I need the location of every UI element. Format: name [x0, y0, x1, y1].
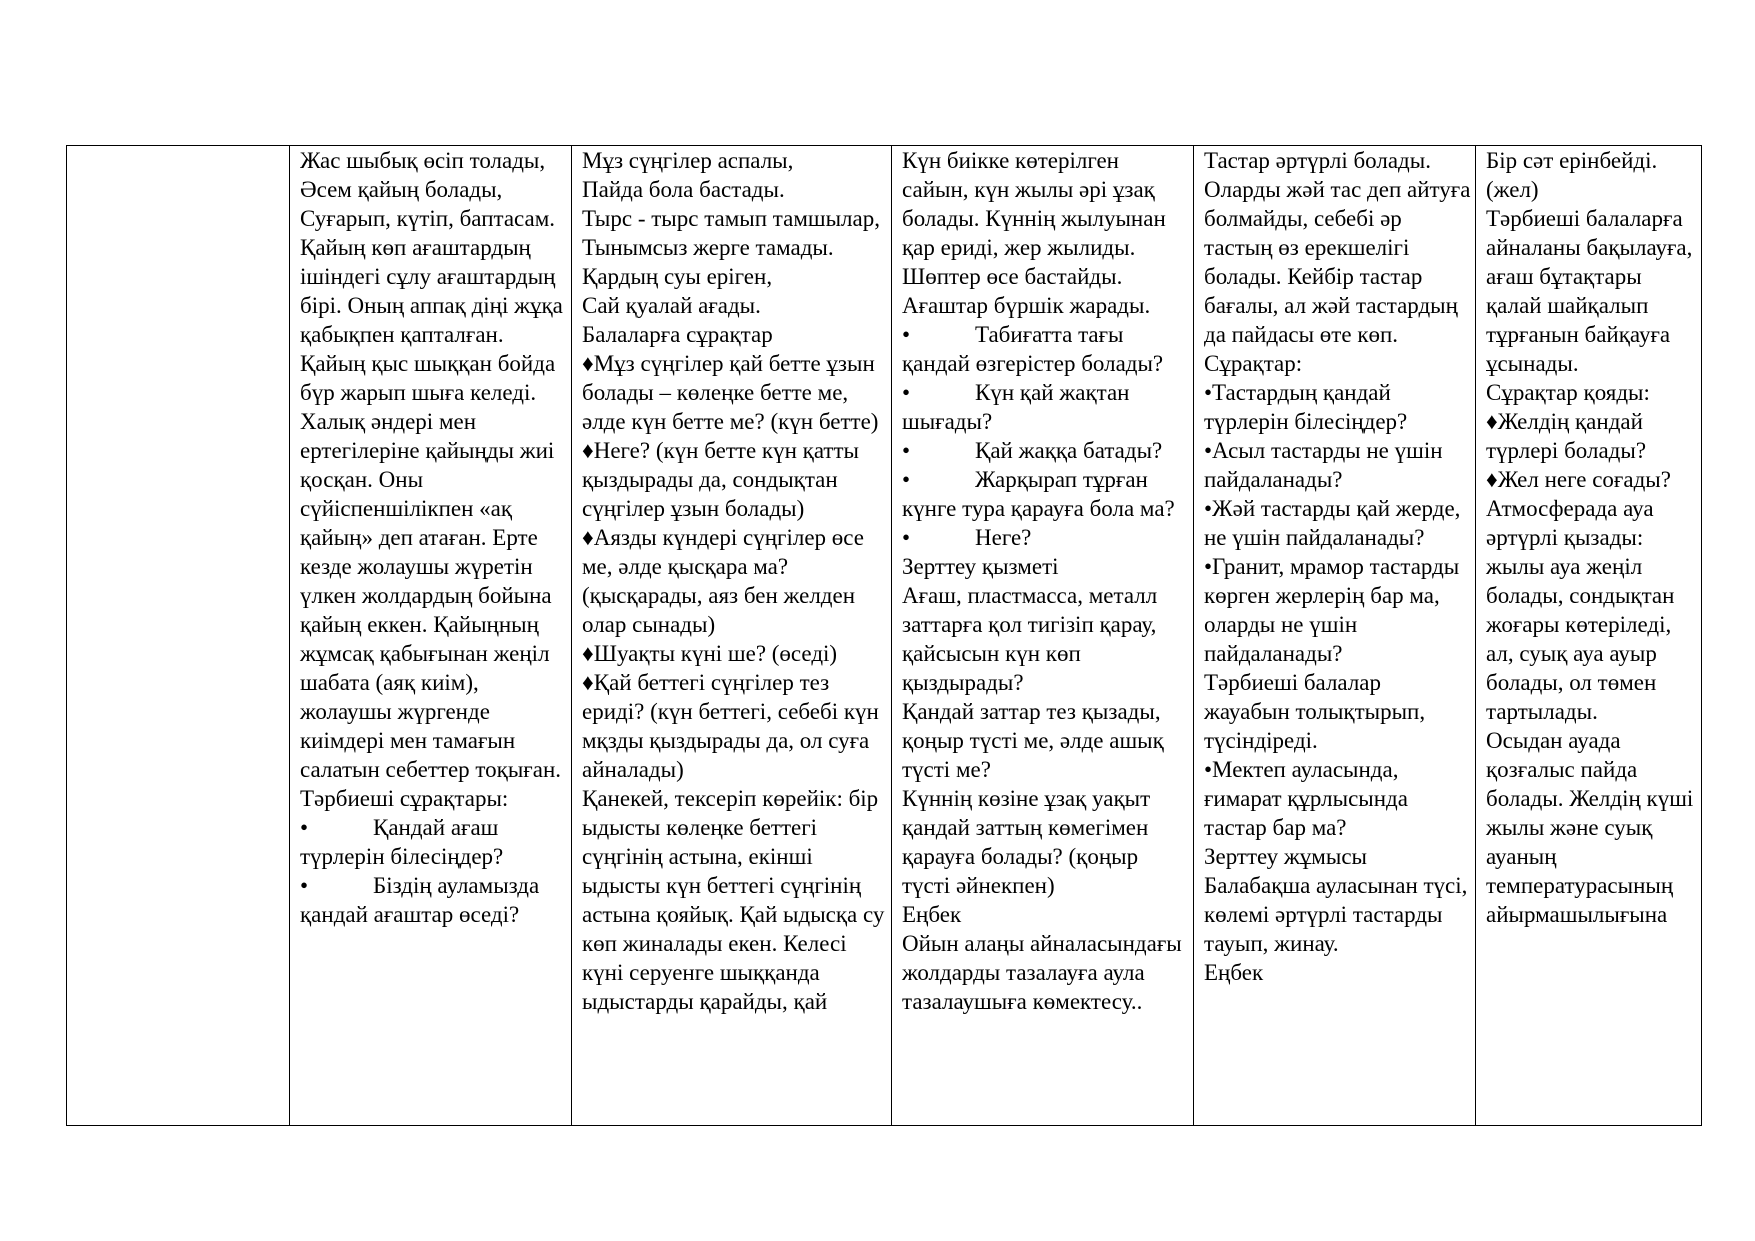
text-paragraph: Күннің көзіне ұзақ уақыт қандай заттың көмегімен қарауға болады? (қоңыр түсті әйнекпен) [902, 786, 1156, 898]
bullet-marker: • [300, 873, 309, 898]
bullet-item [902, 465, 1189, 523]
column-sun [892, 146, 1194, 1126]
text-paragraph: Тәрбиеші балалар жауабын толықтырып, түсіндіреді. [1204, 670, 1431, 753]
text-paragraph: Әсем қайың болады, [300, 177, 503, 202]
bullet-item [902, 436, 1189, 465]
text-paragraph: •Жәй тастарды қай жерде, не үшін пайдаланады? [1204, 496, 1467, 550]
text-paragraph: Қайың көп ағаштардың ішіндегі сұлу ағаштардың бірі. Оның аппақ діңі жұқа қабықпен қапталған. Қайың қыс шыққан бойда бүр жарып шыға келеді. Халық әндері мен ертегілеріне қайыңды жиі қосқан. Оны сүйіспеншілікпен «ақ қайың» деп атаған. Ерте кезде жолаушы жүретін үлкен жолдардың бойына қайың еккен. Қайыңның жұмсақ қабығынан жеңіл шабата (аяқ киім), жолаушы жүргенде киімдері мен тамағын салатын себеттер тоқыған. [300, 235, 569, 782]
bullet-item [902, 320, 1189, 378]
bullet-text: Қай жаққа батады? [975, 438, 1163, 463]
text-paragraph: Қандай заттар тез қызады, қоңыр түсті ме, әлде ашық түсті ме? [902, 699, 1170, 782]
text-paragraph: Күн биікке көтерілген сайын, күн жылы әрі ұзақ болады. Күннің жылуынан қар ериді, жер жылиды. Шөптер өсе бастайды. Ағаштар бүршік жарады. [902, 148, 1172, 318]
text-paragraph: Зерттеу қызметі [902, 554, 1059, 579]
text-paragraph: Тырс - тырс тамып тамшылар, [582, 206, 880, 231]
bullet-item [902, 523, 1189, 552]
text-paragraph: ♦Желдің қандай түрлері болады? [1486, 409, 1649, 463]
text-paragraph: ♦Неге? (күн бетте күн қатты қыздырады да, сондықтан сүңгілер ұзын болады) [582, 438, 865, 521]
text-paragraph: Еңбек [902, 902, 962, 927]
text-paragraph: Қанекей, тексеріп көрейік: бір ыдысты көлеңке беттегі сүңгінің астына, екінші ыдысты күн беттегі сүңгінің астына қояйық. Қай ыдысқа су көп жиналады екен. Келесі күні серуенге шыққанда ыдыстарды қарайды, қай [582, 786, 891, 1014]
text-paragraph: Суғарып, күтіп, баптасам. [300, 206, 556, 231]
bullet-text: Табиғатта тағы қандай өзгерістер болады? [902, 322, 1164, 376]
text-paragraph: Мұз сүңгілер аспалы, [582, 148, 794, 173]
text-paragraph: Атмосферада ауа әртүрлі қызады: жылы ауа жеңіл болады, сондықтан жоғары көтеріледі, ал, суық ауа ауыр болады, ол төмен тартылады. [1486, 496, 1681, 724]
text-paragraph: Бір сәт ерінбейді. (жел) [1486, 148, 1663, 202]
empty-label-cell [67, 146, 290, 1126]
text-paragraph: Сұрақтар қояды: [1486, 380, 1650, 405]
bullet-item [902, 378, 1189, 436]
text-paragraph: ♦Шуақты күні ше? (өседі) [582, 641, 838, 666]
text-paragraph: ♦Мұз сүңгілер қай бетте ұзын болады – көлеңке бетте ме, әлде күн бетте ме? (күн бетте) [582, 351, 881, 434]
text-paragraph: Ойын алаңы айналасындағы жолдарды тазалауға аула тазалаушыға көмектесу.. [902, 931, 1188, 1014]
bullet-marker: • [902, 322, 911, 347]
text-paragraph: •Асыл тастарды не үшін пайдаланады? [1204, 438, 1449, 492]
text-paragraph: •Гранит, мрамор тастарды көрген жерлерің бар ма, оларды не үшін пайдаланады? [1204, 554, 1466, 666]
column-birch [290, 146, 572, 1126]
text-paragraph: Сұрақтар: [1204, 351, 1303, 376]
text-paragraph: Тәрбиеші сұрақтары: [300, 786, 509, 811]
bullet-marker: • [902, 438, 911, 463]
bullet-text: Жарқырап тұрған күнге тура қарауға бола ма? [902, 467, 1175, 521]
text-paragraph: Тәрбиеші балаларға айналаны бақылауға, ағаш бұтақтары қалай шайқалып тұрғанын байқауға ұсынады. [1486, 206, 1699, 376]
bullet-item [300, 813, 567, 871]
text-paragraph: Ағаш, пластмасса, металл заттарға қол тигізіп қарау, қайсысын күн көп қыздырады? [902, 583, 1163, 695]
text-paragraph: Тынымсыз жерге тамады. [582, 235, 834, 260]
table-row [67, 146, 1702, 1126]
schedule-table [66, 145, 1702, 1126]
text-paragraph: Еңбек [1204, 960, 1264, 985]
text-paragraph: ♦Аязды күндері сүңгілер өсе ме, әлде қысқара ма? (қысқарады, аяз бен желден олар сынады) [582, 525, 870, 637]
text-paragraph: Тастар әртүрлі болады. Оларды жәй тас деп айтуға болмайды, себебі әр тастың өз ерекшелігі болады. Кейбір тастар бағалы, ал жәй тастардың да пайдасы өте көп. [1204, 148, 1477, 347]
bullet-text: Күн қай жақтан шығады? [902, 380, 1130, 434]
text-paragraph: Балабақша ауласынан түсі, көлемі әртүрлі тастарды тауып, жинау. [1204, 873, 1474, 956]
bullet-marker: • [902, 380, 911, 405]
text-paragraph: •Тастардың қандай түрлерін білесіңдер? [1204, 380, 1408, 434]
bullet-text: Неге? [975, 525, 1032, 550]
bullet-marker: • [300, 815, 309, 840]
column-wind [1476, 146, 1702, 1126]
text-paragraph: ♦Қай беттегі сүңгілер тез ериді? (күн беттегі, себебі күн мқзды қыздырады да, ол суға айналады) [582, 670, 885, 782]
bullet-text: Біздің ауламызда қандай ағаштар өседі? [300, 873, 540, 927]
text-paragraph: Жас шыбық өсіп толады, [300, 148, 546, 173]
text-paragraph: Қардың суы еріген, [582, 264, 773, 289]
text-paragraph: Осыдан ауада қозғалыс пайда болады. Желдің күші жылы және суық ауаның температурасының айырмашылығына [1486, 728, 1700, 927]
column-icicles [572, 146, 892, 1126]
text-paragraph: Балаларға сұрақтар [582, 322, 773, 347]
text-paragraph: Зерттеу жұмысы [1204, 844, 1367, 869]
text-paragraph: Пайда бола бастады. [582, 177, 785, 202]
bullet-marker: • [902, 525, 911, 550]
bullet-item [300, 871, 567, 929]
text-paragraph: ♦Жел неге соғады? [1486, 467, 1671, 492]
text-paragraph: Сай қуалай ағады. [582, 293, 761, 318]
column-stones [1194, 146, 1476, 1126]
text-paragraph: •Мектеп ауласында, ғимарат құрлысында тастар бар ма? [1204, 757, 1414, 840]
bullet-text: Қандай ағаш түрлерін білесіңдер? [300, 815, 504, 869]
bullet-marker: • [902, 467, 911, 492]
